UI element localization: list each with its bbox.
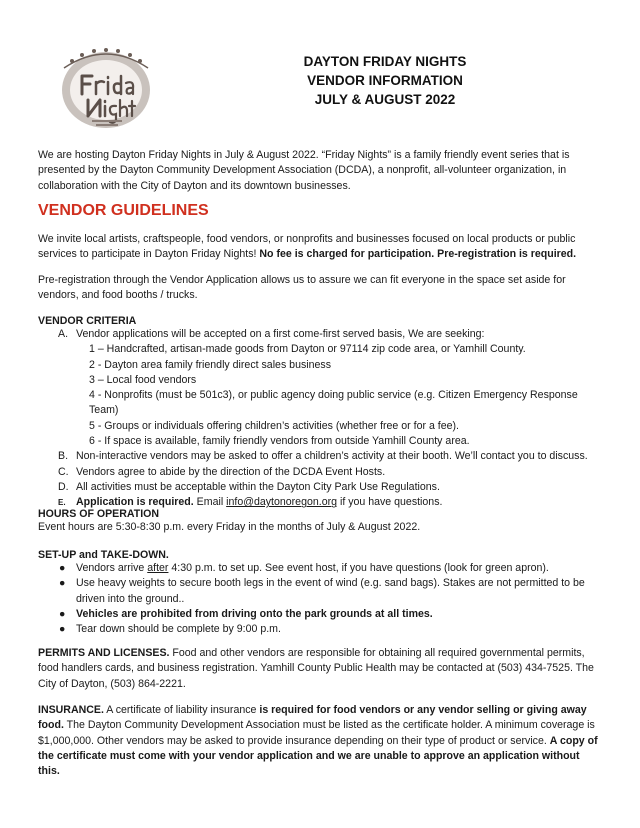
sub-item: 1 – Handcrafted, artisan-made goods from Dayton or 97114 zip code area, or Yamhill County.: [89, 343, 526, 356]
criteria-item-text: Email: [193, 496, 227, 509]
sub-item: 4 - Nonprofits (must be 501c3), or public agency doing public service (e.g. Citizen Emergency Response Team): [89, 389, 578, 417]
bullet-icon: ●: [59, 623, 66, 636]
sub-item: 3 – Local food vendors: [89, 373, 197, 386]
hours-heading: HOURS OF OPERATION: [38, 508, 160, 520]
vendor-guidelines-heading: VENDOR GUIDELINES: [38, 202, 209, 219]
hours-text: Event hours are 5:30-8:30 p.m. every Friday in the months of July & August 2022.: [38, 521, 421, 533]
criteria-item-text: All activities must be acceptable within the Dayton City Park Use Regulations.: [76, 480, 440, 493]
title-line-3: JULY & AUGUST 2022: [314, 92, 456, 107]
insurance-paragraph: INSURANCE. A certificate of liability insurance is required for food vendors or any vendor selling or giving away food. The Dayton Community Development Association must be listed as the certificate holder. A minimum coverage is $1,000,000. Other vendors may be asked to provide insurance depending on their type of product or service. A copy of the certificate must come with your vendor application and we are unable to approve an application without this.: [38, 704, 598, 778]
criteria-item-d: [38, 480, 604, 495]
vendor-type-sublist: [38, 342, 604, 449]
permits-text: Food and other vendors are responsible for obtaining all required governmental permits, food handlers cards, and business registration. Yamhill County Public Health may be contacted at (503) 434-7525. The City of Dayton, (503) 864-2221.: [38, 647, 594, 690]
criteria-item-c: [38, 465, 604, 480]
guidelines-paragraph-1: [38, 232, 604, 263]
sub-item: 5 - Groups or individuals offering children’s activities (whether free or for a fee).: [89, 419, 459, 432]
setup-heading: SET-UP and TAKE-DOWN.: [38, 549, 169, 561]
sub-item: 2 - Dayton area family friendly direct sales business: [89, 358, 331, 371]
sub-item: 6 - If space is available, family friendly vendors from outside Yamhill County area.: [89, 435, 470, 448]
list-marker: B.: [58, 450, 69, 463]
criteria-item-emphasis: Application is required.: [76, 496, 194, 509]
list-marker: E.: [58, 498, 66, 508]
criteria-item-text: Vendors agree to abide by the direction of the DCDA Event Hosts.: [76, 465, 386, 478]
list-marker: C.: [58, 465, 69, 478]
bullet-icon: ●: [59, 577, 66, 590]
criteria-list: [38, 327, 604, 511]
criteria-item-a: [38, 327, 604, 342]
title-line-2: VENDOR INFORMATION: [307, 73, 463, 88]
criteria-item-text: Vendor applications will be accepted on a first come-first served basis, We are seeking:: [76, 328, 485, 340]
list-marker: D.: [58, 480, 69, 493]
list-marker: A.: [58, 328, 69, 340]
intro-paragraph: We are hosting Dayton Friday Nights in July & August 2022. “Friday Nights” is a family friendly event series that is presented by the Dayton Community Development Association (DCDA), a nonprofit, all-volunteer organization, in collaboration with the City of Dayton and its downtown businesses.: [38, 149, 570, 192]
contact-email-link[interactable]: info@daytonoregon.org: [226, 496, 338, 509]
criteria-item-text: if you have questions.: [337, 496, 443, 509]
setup-item: ● Use heavy weights to secure booth legs in the event of wind (e.g. sand bags). Stakes are not permitted to be driven into the ground..: [59, 577, 585, 605]
bullet-icon: ●: [59, 562, 66, 574]
guidelines-p1-emphasis: No fee is charged for participation. Pre-registration is required.: [259, 248, 577, 261]
insurance-label: INSURANCE.: [38, 704, 104, 716]
setup-list: [38, 561, 604, 637]
guidelines-p1-text: We invite local artists, craftspeople, food vendors, or nonprofits and businesses focused on local products or public services to participate in Dayton Friday Nights!: [38, 233, 576, 261]
criteria-item-b: [38, 449, 604, 464]
friday-nights-logo: [58, 38, 154, 134]
vendor-criteria-heading: VENDOR CRITERIA: [38, 315, 137, 327]
title-line-1: DAYTON FRIDAY NIGHTS: [303, 54, 467, 69]
bullet-icon: ●: [59, 607, 66, 620]
emphasis-after: after: [147, 562, 169, 574]
setup-item: ● Vendors arrive after 4:30 p.m. to set up. See event host, if you have questions (look for green apron).: [38, 561, 604, 576]
criteria-item-text: Non-interactive vendors may be asked to offer a children’s activity at their booth. We’ll contact you to discuss.: [76, 450, 588, 463]
permits-paragraph: [38, 646, 604, 692]
document-title: [270, 52, 500, 109]
guidelines-paragraph-2: Pre-registration through the Vendor Application allows us to assure we can fit everyone in the space set aside for vendors, and food booths / trucks.: [38, 274, 566, 302]
setup-item: ● Tear down should be complete by 9:00 p.m.: [38, 622, 604, 637]
setup-item: ● Vehicles are prohibited from driving onto the park grounds at all times.: [38, 607, 604, 622]
logo-graphic: [58, 38, 154, 134]
permits-label: PERMITS AND LICENSES.: [38, 647, 170, 659]
